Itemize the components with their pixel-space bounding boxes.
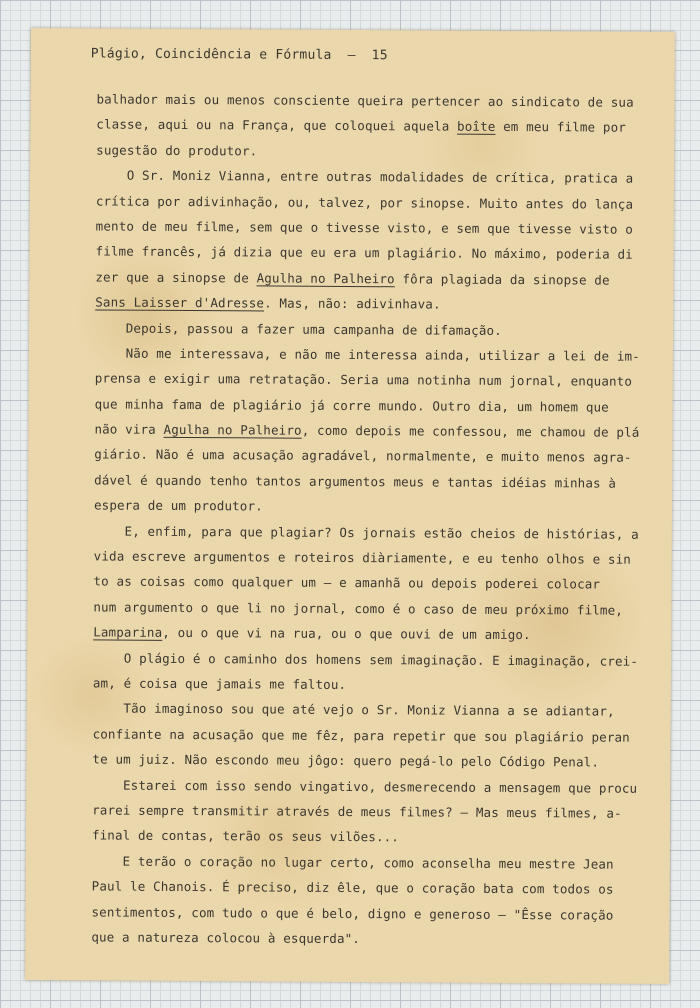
text-line: [94, 417, 642, 446]
text-line: [93, 645, 641, 674]
text-run: E terão o coração no lugar certo, como aconselha meu mestre Jean: [91, 853, 614, 872]
text-run: te um juiz. Não escondo meu jôgo: quero pegá-lo pelo Código Penal.: [92, 751, 600, 770]
text-line: [95, 264, 643, 293]
text-line: [92, 797, 640, 826]
text-run: filme francês, já dizia que eu era um plagiário. No máximo, poderia di: [95, 243, 633, 263]
text-run: num argumento o que li no jornal, como é o caso de meu próximo filme,: [93, 599, 624, 618]
text-line: [94, 467, 642, 496]
text-run: balhador mais ou menos consciente queira pertencer ao sindicato de sua: [96, 91, 634, 110]
text-run: zer que a sinopse de: [95, 269, 257, 286]
text-line: [95, 366, 643, 395]
text-line: [95, 391, 643, 420]
text-run: . Mas, não: adivinhava.: [264, 295, 441, 312]
text-run: Tão imaginoso sou que até vejo o Sr. Moniz Vianna a se adiantar,: [92, 700, 615, 719]
text-line: [94, 543, 642, 572]
text-run: , ou o que vi na rua, ou o que ouvi de um amigo.: [162, 625, 531, 643]
text-line: [91, 924, 639, 953]
underlined-title: Sans Laisser d'Adresse: [95, 294, 265, 311]
text-line: [95, 239, 643, 268]
text-run: dável é quando tenho tantos argumentos meus e tantas idéias minhas à: [94, 472, 617, 491]
text-run: Paul le Chanois. É preciso, diz êle, que o coração bata com todos os: [91, 878, 614, 897]
text-run: que minha fama de plagiário já corre mundo. Outro dia, um homem que: [94, 396, 609, 415]
text-run: classe, aqui ou na França, que coloquei aquela: [96, 116, 458, 135]
text-line: [96, 163, 644, 192]
text-run: giário. Não é uma acusação agradável, normalmente, e muito menos agra-: [94, 446, 632, 466]
text-run: prensa e exigir uma retratação. Seria uma notinha num jornal, enquanto: [94, 370, 633, 390]
text-line: [93, 594, 641, 623]
text-line: [95, 340, 643, 369]
text-line: [94, 442, 642, 471]
text-line: [92, 747, 640, 776]
text-run: am, é coisa que jamais me faltou.: [92, 675, 347, 692]
text-run: Não me interessava, e não me interessa ainda, utilizar a lei de im-: [94, 345, 640, 364]
underlined-title: Agulha no Palheiro: [256, 270, 395, 287]
underlined-title: Agulha no Palheiro: [163, 421, 302, 438]
text-line: [96, 112, 644, 141]
text-run: em meu filme por: [495, 119, 627, 136]
underlined-title: boîte: [457, 119, 496, 135]
text-run: to as coisas como qualquer um — e amanhã ou depois poderei colocar: [93, 573, 601, 592]
text-run: confiante na acusação que me fêz, para repetir que sou plagiário peran: [92, 726, 630, 745]
text-run: sugestão do produtor.: [96, 142, 258, 159]
text-run: que a natureza colocou à esquerda".: [91, 929, 361, 946]
text-run: rarei sempre transmitir através de meus filmes? — Mas meus filmes, a-: [92, 802, 622, 821]
text-run: espera de um produtor.: [93, 497, 263, 514]
text-line: [91, 899, 639, 928]
text-run: O plágio é o caminho dos homens sem imaginação. E imaginação, crei-: [93, 650, 639, 669]
text-line: [92, 848, 640, 877]
text-run: sentimentos, com tudo o que é belo, digno e generoso — "Êsse coração: [91, 903, 614, 923]
text-line: [96, 86, 644, 115]
text-line: [94, 493, 642, 522]
text-run: final de contas, terão os seus vilões...: [91, 827, 400, 845]
body-text: [91, 86, 644, 953]
text-line: [94, 518, 642, 547]
text-line: [96, 137, 644, 166]
text-line: [92, 772, 640, 801]
text-line: [96, 213, 644, 242]
text-run: crítica por adivinhação, ou, talvez, por sinopse. Muito antes do lança: [95, 193, 634, 212]
text-line: [95, 290, 643, 319]
text-run: vida escreve argumentos e roteiros diàriamente, e eu tenho olhos e sin: [93, 548, 632, 567]
page-header: Plágio, Coincidência e Fórmula — 15: [90, 46, 388, 64]
text-line: [92, 874, 640, 903]
text-line: [93, 620, 641, 649]
text-line: [93, 721, 641, 750]
text-line: [93, 670, 641, 699]
text-run: mento de meu filme, sem que o tivesse visto, e sem que tivesse visto o: [95, 218, 634, 237]
text-run: E, enfim, para que plagiar? Os jornais estão cheios de histórias, a: [93, 523, 639, 542]
text-line: [96, 188, 644, 217]
text-run: Estarei com isso sendo vingativo, desmerecendo a mensagem que procu: [92, 776, 638, 796]
text-line: [93, 569, 641, 598]
text-line: [93, 696, 641, 725]
text-run: fôra plagiada da sinopse de: [394, 271, 610, 288]
text-run: , como depois me confessou, me chamou de plá: [301, 422, 640, 440]
text-run: O Sr. Moniz Vianna, entre outras modalidades de crítica, pratica a: [95, 167, 634, 186]
text-line: [95, 315, 643, 344]
text-run: não vira: [94, 421, 164, 437]
underlined-title: Lamparina: [93, 624, 163, 641]
typewritten-page: [25, 28, 675, 984]
text-run: Depois, passou a fazer uma campanha de difamação.: [95, 319, 502, 338]
text-line: [92, 823, 640, 852]
